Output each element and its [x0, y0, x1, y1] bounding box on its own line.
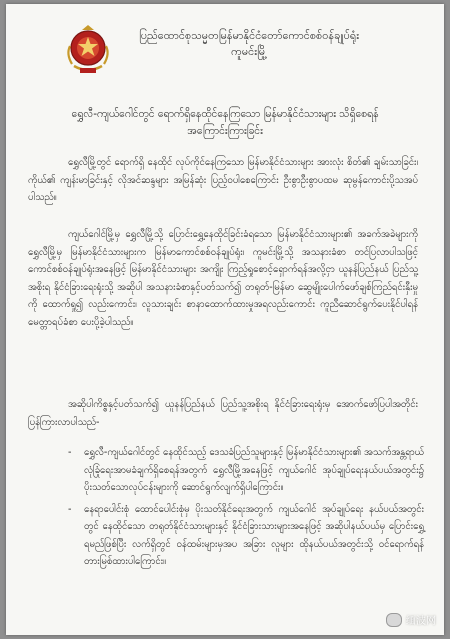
- issuing-office: [124, 28, 374, 60]
- office-city: ကူမင်းမြို့: [231, 45, 267, 58]
- document-page: [6, 4, 444, 635]
- paragraph-text: အဆိုပါကိစ္စနှင့်ပတ်သက်၍ ယူနန်ပြည်နယ် ပြည်သူ့အစိုးရ နိုင်ငံခြားရေးရုံးမှ အောက်ဖော်ပြပါအတိုင်း ပြန်ကြားလာပါသည်-: [28, 399, 418, 428]
- paragraph-reply-intro: [28, 396, 418, 431]
- subject-heading: [26, 106, 424, 140]
- source-watermark: [386, 612, 436, 627]
- office-name: ပြည်ထောင်စုသမ္မတမြန်မာနိုင်ငံတော်ကောင်စစ်ဝန်ချုပ်ရုံး: [138, 29, 360, 42]
- paragraph-text: ကျယ်ဂေါင်မြို့မှ ရွှေလီမြို့သို့ ပြောင်းရွှေ့နေထိုင်ခြင်းခံရသော မြန်မာနိုင်ငံသားများ၏ အခက်အခဲများကို ရွှေလီမြို့မှ မြန်မာနိုင်ငံသားများက မြန်မာကောင်စစ်ဝန်ချုပ်ရုံး၊ ကူမင်းမြို့သို့ အသနားခံစာ တင်ပြလာပါသဖြင့် ကောင်စစ်ဝန်ချုပ်ရုံးအနေဖြင့် မြန်မာနိုင်ငံသားများ အကျိုး ကြည့်ရှုစောင့်ရှောက်ရန်အလို့ငှာ ယူနန်ပြည်နယ် ပြည်သူ့အစိုးရ နိုင်ငံခြားရေးရုံးသို့ အဆိုပါ အသနားခံစာနှင့်ပတ်သက်၍ တရုတ်-မြန်မာ ဆွေမျိုးပေါက်ဖော်ချစ်ကြည်ရင်းနှီးမှုကို ထောက်ရှု၍ လည်းကောင်း၊ လူသားချင်း စာနာထောက်ထားမှုအရလည်းကောင်း ကူညီဆောင်ရွက်ပေးနိုင်ပါရန် မေတ္တာရပ်ခံစာ ပေးပို့ခဲ့ပါသည်။: [28, 229, 418, 328]
- subject-line-2: အကြောင်းကြားခြင်း: [187, 125, 263, 137]
- paragraph-text: ရွှေလီမြို့တွင် ရောက်ရှိ နေထိုင် လုပ်ကိုင်နေကြသော မြန်မာနိုင်ငံသားများ အားလုံး စိတ်၏ ချမ်းသာခြင်း၊ ကိုယ်၏ ကျန်းမာခြင်းနှင့် လိုအင်ဆန္ဒများ အမြန်ဆုံး ပြည့်ဝပါစေကြောင်း ဦးစွာဦးစွာပထမ ဆုမွန်ကောင်းပို့သအပ်ပါသည်။: [28, 157, 418, 203]
- watermark-label: 缅波网: [406, 616, 436, 627]
- wechat-icon: [386, 613, 402, 627]
- paragraph-background: [28, 226, 418, 331]
- reply-points-list: [28, 444, 424, 575]
- paragraph-greeting: [28, 154, 418, 207]
- state-seal-icon: [64, 24, 112, 76]
- subject-line-1: ရွှေလီ-ကျယ်ဂေါင်တွင် ရောက်ရှိနေထိုင်နေကြသော မြန်မာနိုင်ငံသားများ သိရှိစေရန်: [71, 108, 379, 120]
- bullet-dash: -: [68, 447, 72, 458]
- list-item: [28, 501, 424, 571]
- list-item-text: ရွှေလီ-ကျယ်ဂေါင်တွင် နေထိုင်သည့် ဒေသခံပြည်သူများနှင့် မြန်မာနိုင်ငံသားများ၏ အသက်အန္တရာယ်လုံခြုံရေးအာမခံချက်ရှိစေရန်အတွက် ရွှေလီမြို့အနေဖြင့် ကျယ်ဂေါင် အုပ်ချုပ်ရေးနယ်ပယ်အတွင်း၌ ပိုးသတ်သောလုပ်ငန်းများကို ဆောင်ရွက်လျက်ရှိပါကြောင်း။: [84, 447, 424, 493]
- list-item: [28, 444, 424, 497]
- bullet-dash: -: [68, 503, 72, 515]
- list-item-text: နေရာပေါင်းစုံ ထောင်ပေါင်းစုံမှ ပိုးသတ်နိုင်ရေးအတွက် ကျယ်ဂေါင် အုပ်ချုပ်ရေး နယ်ပယ်အတွင်းတွင် နေထိုင်သော တရုတ်နိုင်ငံသားများနှင့် နိုင်ငံခြားသားများအနေဖြင့် အဆိုပါနယ်ပယ်မှ ပြောင်းရွှေ့ရမည်ဖြစ်ပြီး လက်ရှိတွင် ဝန်ထမ်းများမှအပ အခြား လူများ ထိုနယ်ပယ်အတွင်းသို့ ဝင်ရောက်ရန် တားမြစ်ထားပါကြောင်း။: [84, 503, 424, 567]
